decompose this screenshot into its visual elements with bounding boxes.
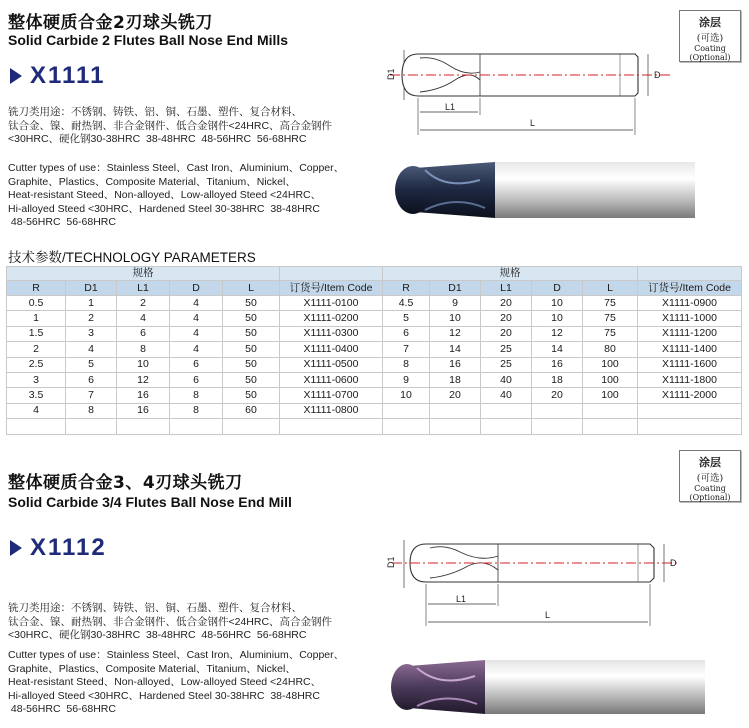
section1-model-code: X1111 [30, 62, 106, 89]
section1-usage-cn: 铣刀类用途：不锈钢、铸铁、铝、铜、石墨、塑件、复合材料、 钛合金、镍、耐热钢、非合金钢件、低合金钢件<24HRC、高合金钢件 <30HRC、硬化钢30-38HRC 38-48HRC 48-56HRC 56-68HRC [8, 106, 333, 145]
table-cell: 100 [583, 388, 638, 403]
coating-label-optional-cn: (可选) [696, 33, 724, 44]
table-cell: 75 [583, 296, 638, 311]
table-cell: 18 [430, 372, 481, 387]
label-l1: L1 [456, 594, 467, 604]
table-cell: 4 [170, 326, 223, 341]
table-cell: X1111-0600 [280, 372, 383, 387]
table-cell: 50 [223, 357, 280, 372]
params-title: 技术参数/TECHNOLOGY PARAMETERS [8, 250, 256, 265]
table-cell: X1111-0500 [280, 357, 383, 372]
table-cell: 8 [66, 403, 117, 418]
table-cell [532, 403, 583, 418]
table-cell [532, 419, 583, 434]
group-header-left-blank [280, 267, 383, 281]
table-cell: 5 [66, 357, 117, 372]
table-cell: 8 [117, 342, 170, 357]
col-header: D [170, 281, 223, 296]
table-cell: 6 [383, 326, 430, 341]
table-cell: X1111-1200 [638, 326, 742, 341]
col-header: 订货号/Item Code [638, 281, 742, 296]
table-cell: 18 [532, 372, 583, 387]
section1-coating-badge [679, 10, 741, 62]
col-header: 订货号/Item Code [280, 281, 383, 296]
table-cell: 25 [481, 342, 532, 357]
section1-usage-en: Cutter types of use：Stainless Steel、Cast Iron、Aluminium、Copper、 Graphite、Plastics、Composite Material、Titanium、Nickel、 Heat-resistant Steed、Non-alloyed、Low-alloyed Steed <24HRC、 Hi-alloyed Steed <30HRC、Hardened Steel 30-38HRC 38-48HRC 48-56HRC 56-68HRC [8, 162, 345, 228]
table-cell: 2.5 [7, 357, 66, 372]
table-cell: 20 [481, 311, 532, 326]
label-d: D [654, 70, 661, 80]
table-cell: 50 [223, 296, 280, 311]
ball-tip [395, 166, 431, 214]
table-cell: 40 [481, 388, 532, 403]
table-cell: X1111-0300 [280, 326, 383, 341]
table-row [7, 388, 742, 403]
table-cell: 75 [583, 311, 638, 326]
col-header: L1 [117, 281, 170, 296]
group-header-right-blank [638, 267, 742, 281]
table-cell: 60 [223, 403, 280, 418]
table-cell: 8 [170, 403, 223, 418]
col-header: D1 [430, 281, 481, 296]
col-header: R [7, 281, 66, 296]
col-header: R [383, 281, 430, 296]
table-cell: X1111-1800 [638, 372, 742, 387]
table-cell: 0.5 [7, 296, 66, 311]
table-cell: 4 [170, 311, 223, 326]
table-cell: 20 [532, 388, 583, 403]
table-cell: X1111-0700 [280, 388, 383, 403]
table-cell [638, 403, 742, 418]
section2-model-code: X1112 [30, 534, 107, 561]
section1-product-photo [385, 150, 705, 230]
table-group-header-row [7, 267, 742, 281]
table-cell: X1111-0900 [638, 296, 742, 311]
table-cell: 4 [66, 342, 117, 357]
section2-model [10, 534, 107, 562]
coating-label-optional-en: (Optional) [689, 493, 731, 502]
table-cell: 20 [481, 296, 532, 311]
table-cell [430, 419, 481, 434]
table-cell: 50 [223, 326, 280, 341]
table-cell: 3.5 [7, 388, 66, 403]
label-l1: L1 [445, 102, 456, 112]
col-header: L [583, 281, 638, 296]
table-cell: 50 [223, 311, 280, 326]
table-cell: 6 [170, 357, 223, 372]
table-cell: 75 [583, 326, 638, 341]
section2-title-en: Solid Carbide 3/4 Flutes Ball Nose End Mill [8, 494, 292, 510]
coating-label-en: Coating [694, 484, 726, 493]
table-cell: 2 [7, 342, 66, 357]
coating-label-optional-en: (Optional) [689, 53, 731, 62]
table-row [7, 311, 742, 326]
table-cell: 9 [430, 296, 481, 311]
table-cell: 8 [383, 357, 430, 372]
coating-label-en: Coating [694, 44, 726, 53]
table-cell [583, 403, 638, 418]
section2-dimension-drawing [380, 520, 690, 632]
table-cell: 50 [223, 342, 280, 357]
table-cell: 10 [430, 311, 481, 326]
coating-label-cn: 涂层 [699, 16, 721, 29]
table-cell: 1 [66, 296, 117, 311]
label-l: L [530, 118, 536, 128]
triangle-marker-icon [10, 540, 22, 556]
shank [495, 162, 695, 218]
table-cell: 25 [481, 357, 532, 372]
table-row [7, 419, 742, 434]
table-cell [383, 419, 430, 434]
table-cell: 12 [532, 326, 583, 341]
table-cell: 2 [66, 311, 117, 326]
section1-dimension-drawing [380, 40, 680, 140]
table-cell: 4 [117, 311, 170, 326]
shank [485, 660, 705, 714]
col-header: L [223, 281, 280, 296]
table-cell: X1111-1400 [638, 342, 742, 357]
table-cell: 12 [117, 372, 170, 387]
table-cell: 3 [66, 326, 117, 341]
table-row [7, 357, 742, 372]
col-header: L1 [481, 281, 532, 296]
table-cell: 16 [532, 357, 583, 372]
table-cell: 1 [7, 311, 66, 326]
table-cell [117, 419, 170, 434]
table-row [7, 372, 742, 387]
table-cell: 6 [66, 372, 117, 387]
table-cell [638, 419, 742, 434]
table-cell: 4 [170, 296, 223, 311]
table-row [7, 403, 742, 418]
table-cell [583, 419, 638, 434]
triangle-marker-icon [10, 68, 22, 84]
table-cell: 20 [430, 388, 481, 403]
table-cell [170, 419, 223, 434]
table-cell: 50 [223, 372, 280, 387]
table-cell: 8 [170, 388, 223, 403]
table-cell: X1111-1600 [638, 357, 742, 372]
table-cell: 40 [481, 372, 532, 387]
table-cell: 10 [532, 296, 583, 311]
table-cell: 7 [66, 388, 117, 403]
table-cell: 9 [383, 372, 430, 387]
table-cell: 4.5 [383, 296, 430, 311]
table-cell: X1111-2000 [638, 388, 742, 403]
table-cell: 4 [170, 342, 223, 357]
section2-product-photo [385, 650, 715, 724]
coating-label-cn: 涂层 [699, 456, 721, 469]
table-row [7, 326, 742, 341]
table-cell: 5 [383, 311, 430, 326]
table-cell: 80 [583, 342, 638, 357]
col-header: D [532, 281, 583, 296]
table-cell: 2 [117, 296, 170, 311]
table-cell [430, 403, 481, 418]
section1-model [10, 62, 105, 90]
table-cell: 20 [481, 326, 532, 341]
coating-label-optional-cn: (可选) [696, 473, 724, 484]
table-cell: 100 [583, 372, 638, 387]
group-header-right: 规格 [383, 267, 638, 281]
table-cell: 50 [223, 388, 280, 403]
ball-tip [391, 664, 423, 710]
table-cell: 7 [383, 342, 430, 357]
params-table [6, 266, 742, 435]
table-cell [481, 403, 532, 418]
table-cell: 6 [117, 326, 170, 341]
table-cell: 6 [170, 372, 223, 387]
table-cell: 10 [383, 388, 430, 403]
table-column-header-row [7, 281, 742, 296]
table-cell: X1111-0200 [280, 311, 383, 326]
table-cell: 14 [532, 342, 583, 357]
table-cell: 100 [583, 357, 638, 372]
section2-coating-badge [679, 450, 741, 502]
table-cell: 16 [117, 388, 170, 403]
table-cell: 10 [117, 357, 170, 372]
section2-usage-en: Cutter types of use：Stainless Steel、Cast Iron、Aluminium、Copper、 Graphite、Plastics、Composite Material、Titanium、Nickel、 Heat-resistant Steed、Non-alloyed、Low-alloyed Steed <24HRC、 Hi-alloyed Steed <30HRC、Hardened Steel 30-38HRC 38-48HRC 48-56HRC 56-68HRC [8, 649, 345, 715]
group-header-left: 规格 [7, 267, 280, 281]
col-header: D1 [66, 281, 117, 296]
table-row [7, 296, 742, 311]
table-cell: X1111-1000 [638, 311, 742, 326]
table-cell: 12 [430, 326, 481, 341]
table-cell: 16 [117, 403, 170, 418]
label-l: L [545, 610, 551, 620]
section1-title-cn: 整体硬质合金2刃球头铣刀 [8, 13, 213, 33]
table-cell [383, 403, 430, 418]
table-row [7, 342, 742, 357]
table-cell [7, 419, 66, 434]
table-cell [223, 419, 280, 434]
table-cell: 1.5 [7, 326, 66, 341]
table-cell [481, 419, 532, 434]
table-cell: 3 [7, 372, 66, 387]
section2-title-cn: 整体硬质合金3、4刃球头铣刀 [8, 473, 243, 493]
section1-title-en: Solid Carbide 2 Flutes Ball Nose End Mills [8, 32, 289, 48]
table-cell: X1111-0400 [280, 342, 383, 357]
label-d1: D1 [386, 556, 396, 568]
label-d: D [670, 558, 677, 568]
table-cell: 16 [430, 357, 481, 372]
table-cell [66, 419, 117, 434]
table-cell: X1111-0800 [280, 403, 383, 418]
table-cell: 14 [430, 342, 481, 357]
table-cell: X1111-0100 [280, 296, 383, 311]
table-cell: 4 [7, 403, 66, 418]
label-d1: D1 [386, 68, 396, 80]
table-cell [280, 419, 383, 434]
section2-usage-cn: 铣刀类用途：不锈钢、铸铁、铝、铜、石墨、塑件、复合材料、 钛合金、镍、耐热钢、非合金钢件、低合金钢件<24HRC、高合金钢件 <30HRC、硬化钢30-38HRC 38-48HRC 48-56HRC 56-68HRC [8, 602, 333, 641]
table-cell: 10 [532, 311, 583, 326]
